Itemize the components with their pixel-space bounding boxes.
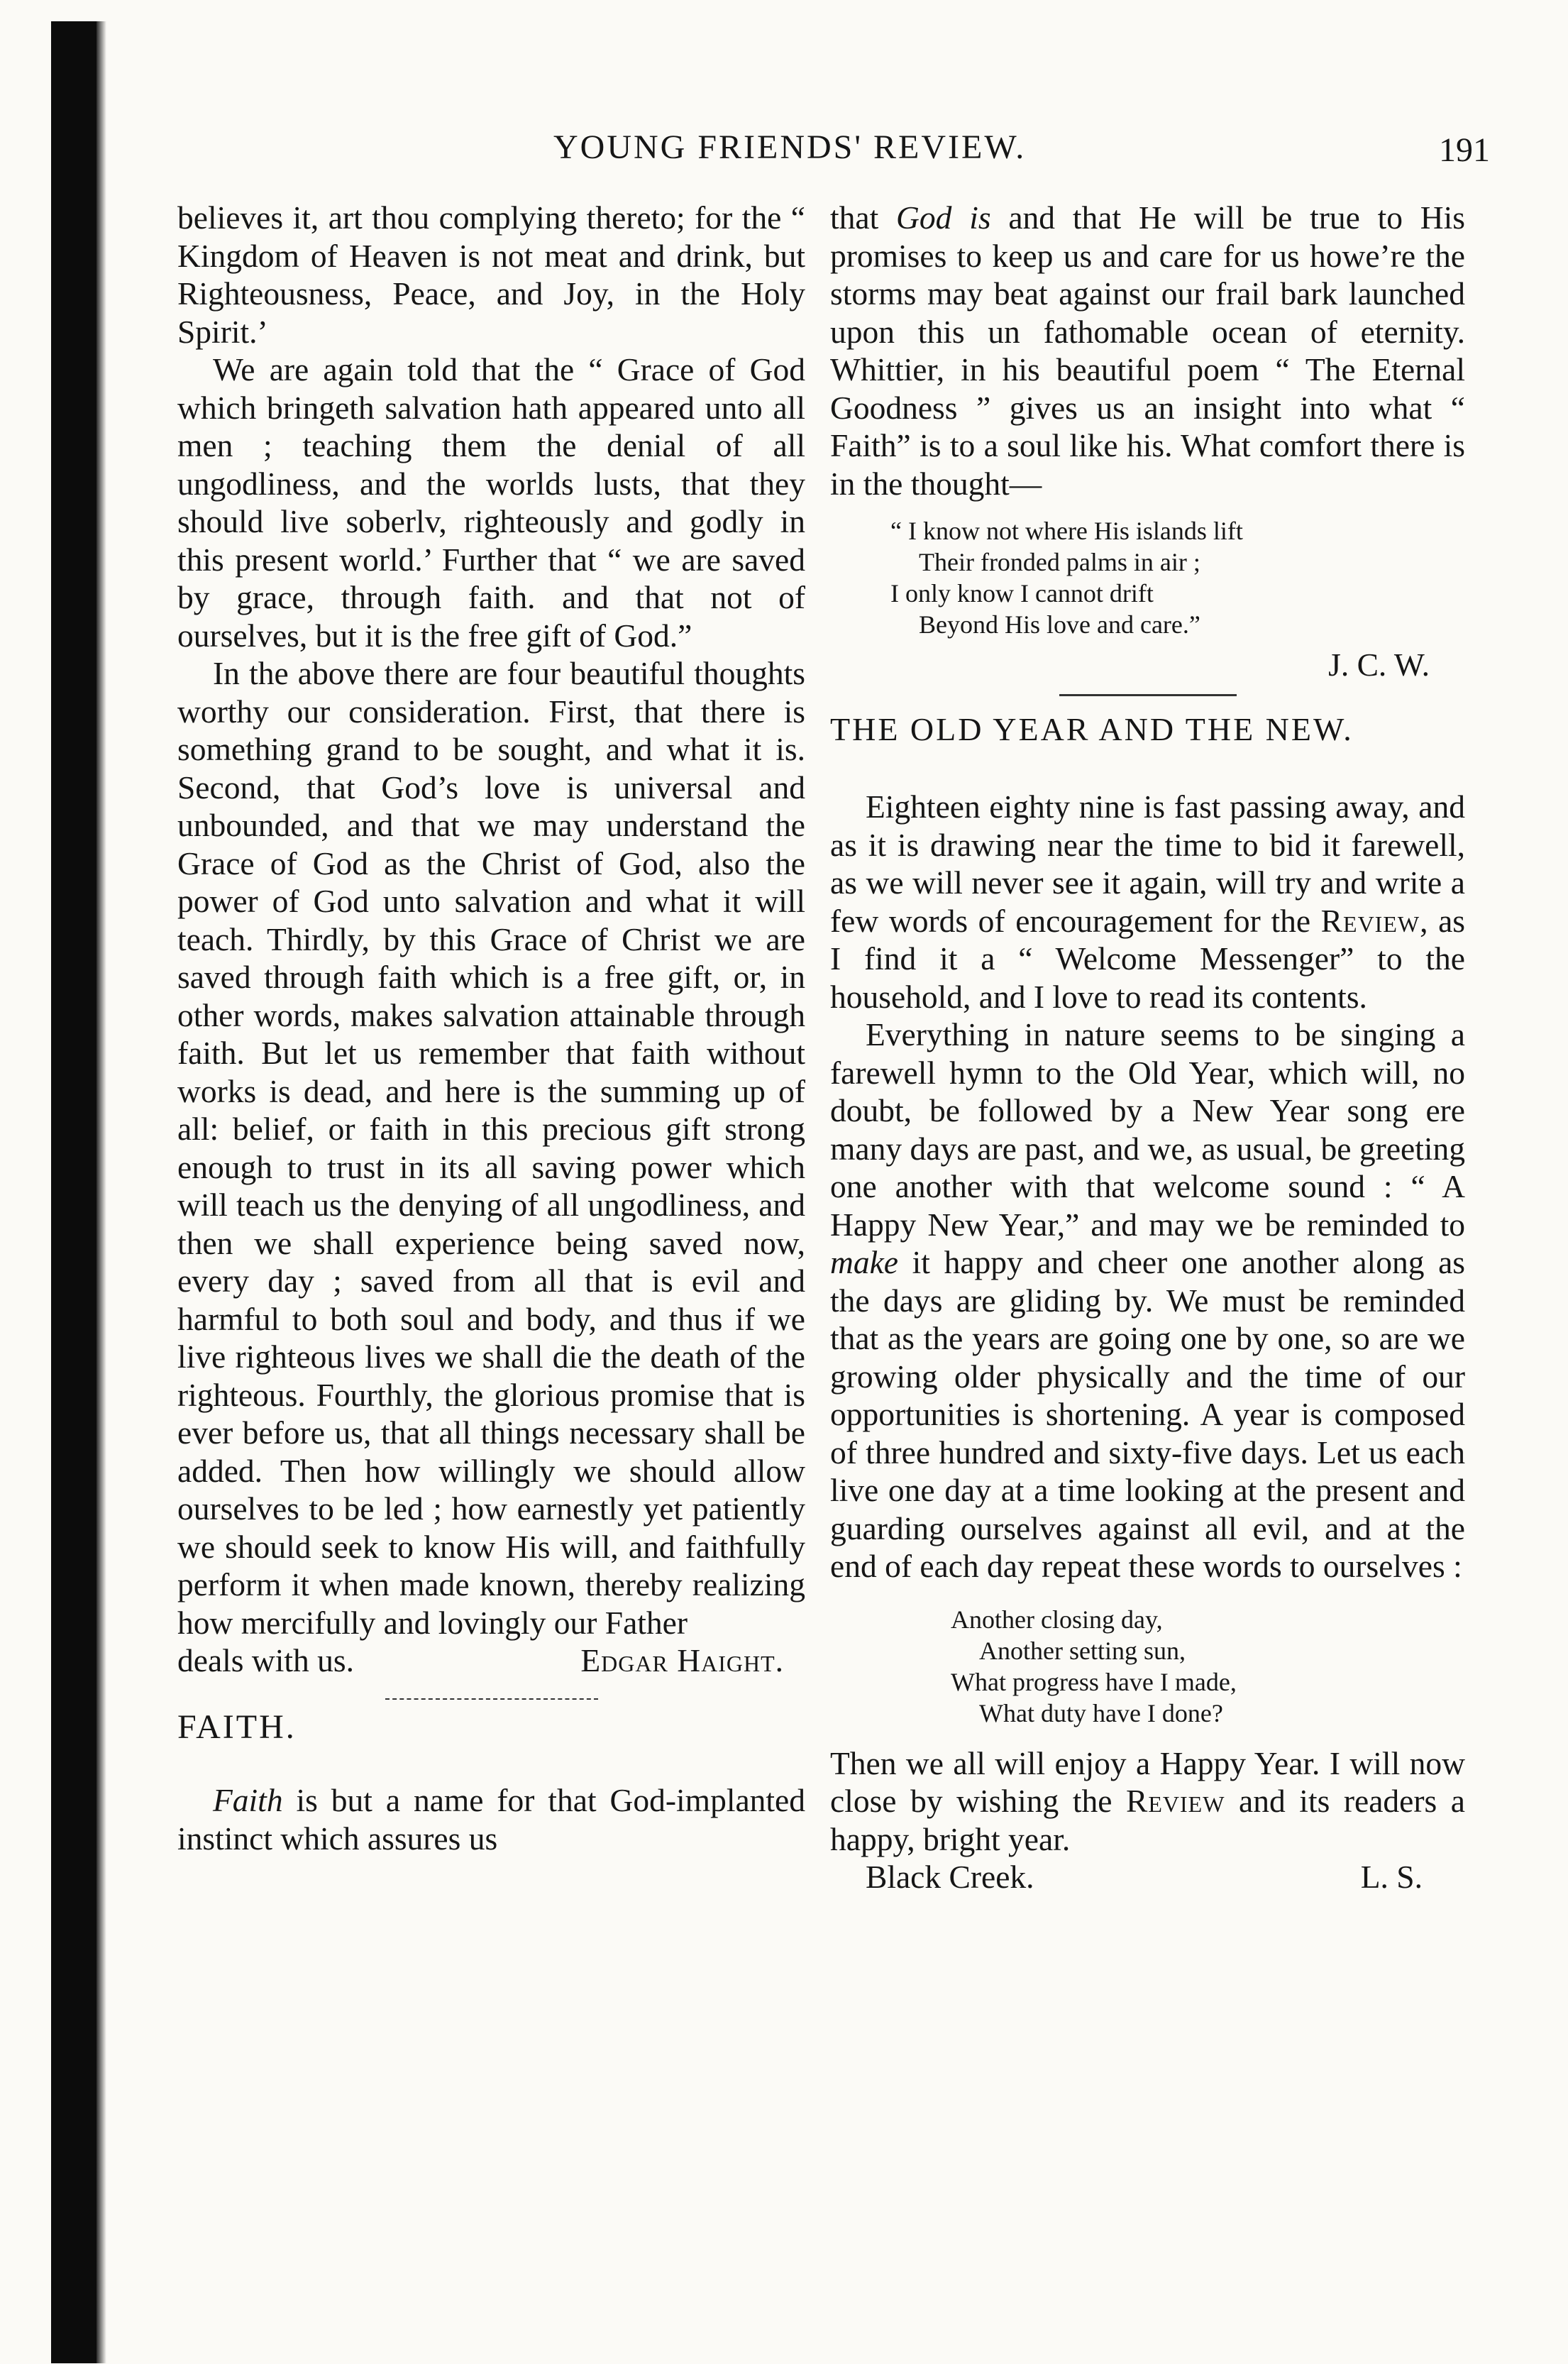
spine-edge-shadow — [96, 21, 106, 2363]
poem-line: Beyond His love and care.” — [919, 610, 1200, 639]
paragraph — [830, 1016, 1465, 1585]
italic-word: Faith — [213, 1782, 283, 1818]
paragraph: We are again told that the “ Grace of God which bringeth salvation hath appeared unto all men ; teaching them the denial of all ungodliness, and the worlds lusts, that they should live soberlv, righteously and godly in this present world.’ Further that “ we are saved by grace, through faith. and that not of ourselves, but it is the free gift of God.” — [177, 351, 805, 654]
italic-word: make — [830, 1244, 898, 1280]
paragraph: believes it, art thou complying thereto; for the “ Kingdom of Heaven is not meat and drink, but Righteousness, Peace, and Joy, in the Holy Spirit.’ — [177, 199, 805, 350]
text-run: Then we all will enjoy a Happy Year. I will now close by wishing the — [830, 1744, 1465, 1819]
quote-signature: J. C. W. — [1328, 647, 1430, 683]
section-divider — [385, 1698, 598, 1700]
poem-quote — [830, 515, 1465, 640]
text-run: it happy and cheer one another along as the days are gliding by. We must be reminded that as the years are going one by one, so are we growing older physically and the time of our opportunities is shortening. A year is composed of three hundred and sixty-five days. Let us each live one day at a time looking at the present and guarding ourselves against all evil, and at the end of each day repeat these words to ourselves : — [830, 1244, 1465, 1584]
text-run: , as I find it a “ Welcome Messenger” to the household, and I love to read its contents. — [830, 902, 1466, 1015]
page-header — [553, 128, 1504, 185]
left-column — [177, 199, 805, 1857]
italic-word: is — [969, 199, 991, 236]
poem-line: Their fronded palms in air ; — [919, 548, 1200, 576]
poem-line: What duty have I done? — [979, 1698, 1223, 1727]
text-run: Everything in nature seems to be singing a farewell hymn to the Old Year, which will, no doubt, be followed by a New Year song ere many days are past, and we, as usual, be greeting one another with that welcome sound : “ A Happy New Year,” and may we be reminded to — [830, 1016, 1465, 1243]
section-divider — [1059, 694, 1237, 696]
poem-line: Another setting sun, — [979, 1636, 1186, 1665]
poem-verse — [830, 1604, 1465, 1729]
poem-line: Another closing day, — [951, 1605, 1163, 1634]
author-signature: Edgar Haight. — [580, 1642, 784, 1678]
place-name: Black Creek. — [866, 1859, 1034, 1895]
right-column — [830, 199, 1465, 1896]
author-initials: L. S. — [1360, 1859, 1423, 1895]
text-run: that — [830, 199, 897, 236]
section-heading: FAITH. — [177, 1708, 297, 1746]
paragraph: In the above there are four beautiful thoughts worthy our consideration. First, that there is something grand to be sought, and what it is. Second, that God’s love is universal and unbounded, and that we may understand the Grace of God as the Christ of God, also the power of God unto salvation and what it will teach. Thirdly, by this Grace of Christ we are saved through faith which is a free gift, or, in other words, makes salvation attainable through faith. But let us remember that faith without works is dead, and here is the summing up of all: belief, or faith in this precious gift strong enough to trust in its all saving power which will teach us the denying of all ungodliness, and then we shall experience being saved now, every day ; saved from all that is evil and harmful to both soul and body, and thus if we live righteous lives we shall die the death of the righteous. Fourthly, the glorious promise that is ever before us, that all things necessary shall be added. Then how willingly we should allow ourselves to be led ; how earnestly yet patiently we should seek to know His will, and faithfully perform it when made known, thereby realizing how mercifully and lovingly our Father — [177, 655, 805, 1641]
text-run: and that He will be true to His promises to keep us and care for us howe’re the storms may beat against our frail bark launched upon this un fathomable ocean of eternity. Whittier, in his beautiful poem “ The Eternal Goodness ” gives us an insight into what “ Faith” is to a soul like his. What comfort there is in the thought— — [830, 199, 1466, 502]
text-run: and its readers a happy, bright year. — [830, 1783, 1465, 1857]
italic-word: God — [896, 199, 952, 236]
closing-line — [830, 1858, 1465, 1896]
book-spine-shadow — [51, 21, 96, 2363]
closing-line — [177, 1642, 805, 1680]
journal-title: YOUNG FRIENDS' REVIEW. — [553, 128, 1027, 166]
paragraph-ending: deals with us. — [177, 1642, 354, 1678]
poem-line: “ I know not where His islands lift — [890, 517, 1243, 545]
poem-line: What progress have I made, — [951, 1667, 1237, 1696]
page-number: 191 — [1439, 131, 1490, 169]
text-run: Eighteen eighty nine is fast passing away, and as it is drawing near the time to bid it farewell, as we will never see it again, will try and write a few words of encouragement for the — [830, 788, 1465, 939]
journal-name: Review — [1320, 902, 1420, 939]
paragraph — [830, 788, 1465, 1016]
paragraph — [177, 1781, 805, 1857]
journal-name: Review — [1126, 1783, 1225, 1819]
poem-line: I only know I cannot drift — [890, 579, 1154, 608]
spacer — [830, 748, 1465, 788]
paragraph — [830, 1744, 1465, 1859]
article-heading: THE OLD YEAR AND THE NEW. — [830, 710, 1354, 747]
spacer — [177, 1746, 805, 1781]
paragraph — [830, 199, 1465, 502]
text-run: is but a name for that God-implanted instinct which assures us — [177, 1782, 805, 1857]
